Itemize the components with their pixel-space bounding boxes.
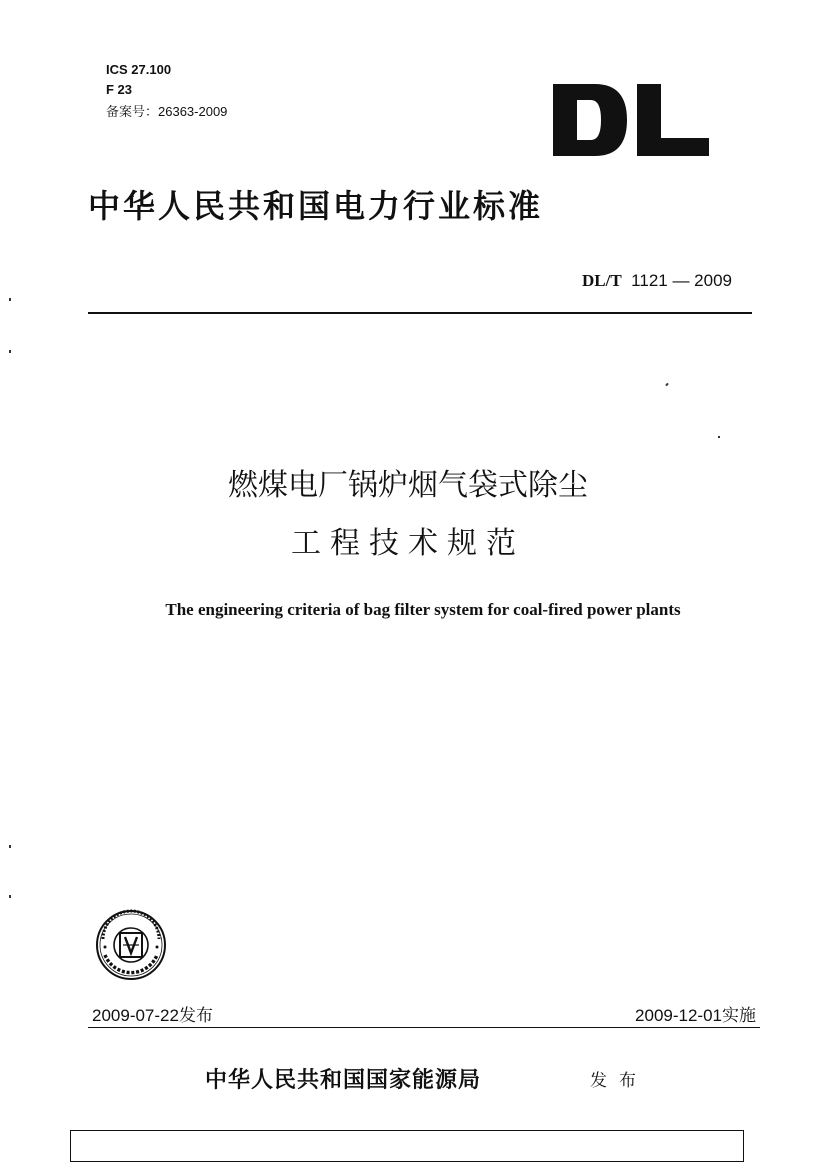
dl-logo-icon — [551, 82, 711, 158]
publisher-name: 中华人民共和国国家能源局 — [205, 1067, 482, 1093]
issue-date: 2009-07-22发布 — [92, 1006, 213, 1025]
document-title-english: The engineering criteria of bag filter system for coal-fired power plants — [165, 600, 681, 619]
document-title-line-2: 工程技术规范 — [291, 526, 525, 561]
date-divider — [88, 1027, 760, 1028]
filing-number: 备案号：26363-2009 — [106, 104, 228, 119]
standard-prefix: DL/T — [582, 271, 622, 290]
scan-artifact — [9, 845, 11, 848]
scan-artifact — [9, 895, 11, 898]
classification-code: F 23 — [106, 82, 133, 97]
footer-frame — [70, 1130, 744, 1162]
publish-label: 发布 — [590, 1071, 648, 1091]
header-divider — [88, 312, 752, 314]
standard-code: 1121 — 2009 — [631, 271, 732, 290]
scan-artifact — [9, 298, 11, 301]
ics-code: ICS 27.100 — [106, 62, 172, 77]
scan-artifact — [9, 350, 11, 353]
scan-artifact — [718, 436, 720, 438]
industry-standard-title: 中华人民共和国电力行业标准 — [88, 187, 544, 225]
scan-artifact — [665, 383, 668, 387]
standard-number — [582, 270, 732, 292]
implementation-date: 2009-12-01实施 — [635, 1006, 756, 1025]
publisher-seal-icon — [95, 909, 167, 981]
document-title-line-1: 燃煤电厂锅炉烟气袋式除尘 — [228, 468, 588, 503]
